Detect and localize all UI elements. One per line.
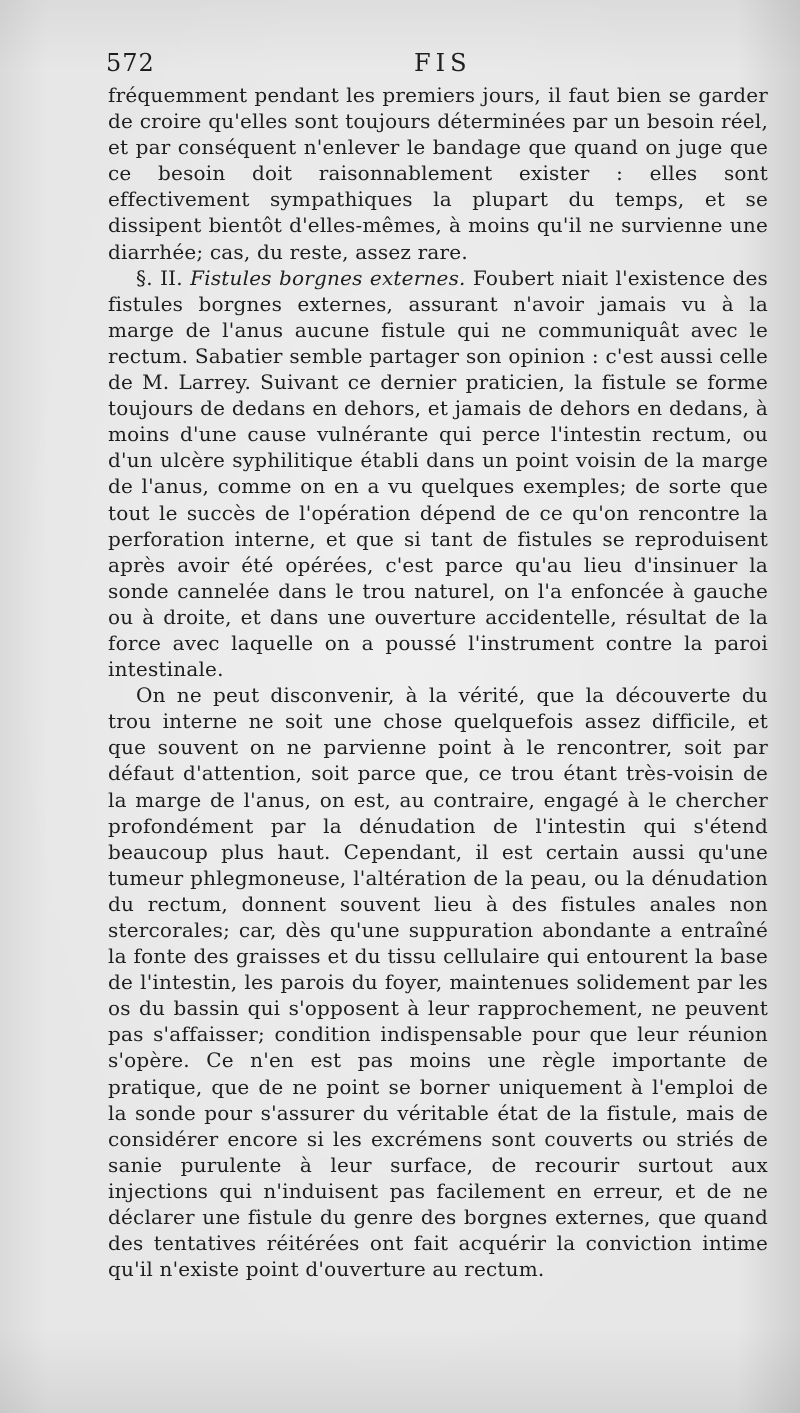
- paragraph-3-text: On ne peut disconvenir, à la vérité, que la découverte du trou interne ne soit une chose quelquefois assez difficile, et que souvent on ne parvienne point à le rencontrer, soit par défaut d'attention, soit parce que, ce trou étant très-voisin de la marge de l'anus, on est, au contraire, engagé à le chercher profondément par la dénudation de l'intestin qui s'étend beaucoup plus haut. Cependant, il est certain aussi qu'une tumeur phlegmoneuse, l'altération de la peau, ou la dénudation du rectum, donnent souvent lieu à des fistules anales non stercorales; car, dès qu'une suppuration abondante a entraîné la fonte des graisses et du tissu cellulaire qui entourent la base de l'intestin, les parois du foyer, maintenues solidement par les os du bassin qui s'opposent à leur rapprochement, ne peuvent pas s'affaisser; condition indispensable pour que leur réunion s'opère. Ce n'en est pas moins une règle importante de pratique, que de ne point se borner uniquement à l'emploi de la sonde pour s'assurer du véritable état de la fistule, mais de considérer encore si les excrémens sont couverts ou striés de sanie purulente à leur surface, de recourir surtout aux injections qui n'induisent pas facilement en erreur, et de ne déclarer une fistule du genre des borgnes externes, que quand des tentatives réitérées ont fait acquérir la conviction intime qu'il n'existe point d'ouverture au rectum.: [108, 683, 768, 1282]
- paragraph-2: [108, 265, 768, 683]
- section-number: §. II.: [136, 265, 183, 290]
- paragraph-2-text: Foubert niait l'existence des fistules borgnes externes, assurant n'avoir jamais vu à la marge de l'anus aucune fistule qui ne communiquât avec le rectum. Sabatier semble partager son opinion : c'est aussi celle de M. Larrey. Suivant ce dernier praticien, la fistule se forme toujours de dedans en dehors, et jamais de dehors en dedans, à moins d'une cause vulnérante qui perce l'intestin rectum, ou d'un ulcère syphilitique établi dans un point voisin de la marge de l'anus, comme on en a vu quelques exemples; de sorte que tout le succès de l'opération dépend de ce qu'on rencontre la perforation interne, et que si tant de fistules se reproduisent après avoir été opérées, c'est parce qu'au lieu d'insinuer la sonde cannelée dans le trou naturel, on l'a enfoncée à gauche ou à droite, et dans une ouverture accidentelle, résultat de la force avec laquelle on a poussé l'instrument contre la paroi intestinale.: [108, 265, 768, 682]
- body-text: [108, 82, 768, 1282]
- paragraph-1: [108, 82, 768, 265]
- section-title: Fistules borgnes externes.: [190, 265, 466, 290]
- page-number: 572: [106, 49, 155, 77]
- running-head: [106, 48, 772, 78]
- paragraph-3: [108, 682, 768, 1282]
- paragraph-1-text: fréquemment pendant les premiers jours, il faut bien se garder de croire qu'elles sont toujours déterminées par un besoin réel, et par conséquent n'enlever le bandage que quand on juge que ce besoin doit raisonnablement exister : elles sont effectivement sympathiques la plupart du temps, et se dissipent bientôt d'elles-mêmes, à moins qu'il ne survienne une diarrhée; cas, du reste, assez rare.: [108, 83, 768, 264]
- running-title: FIS: [414, 49, 472, 77]
